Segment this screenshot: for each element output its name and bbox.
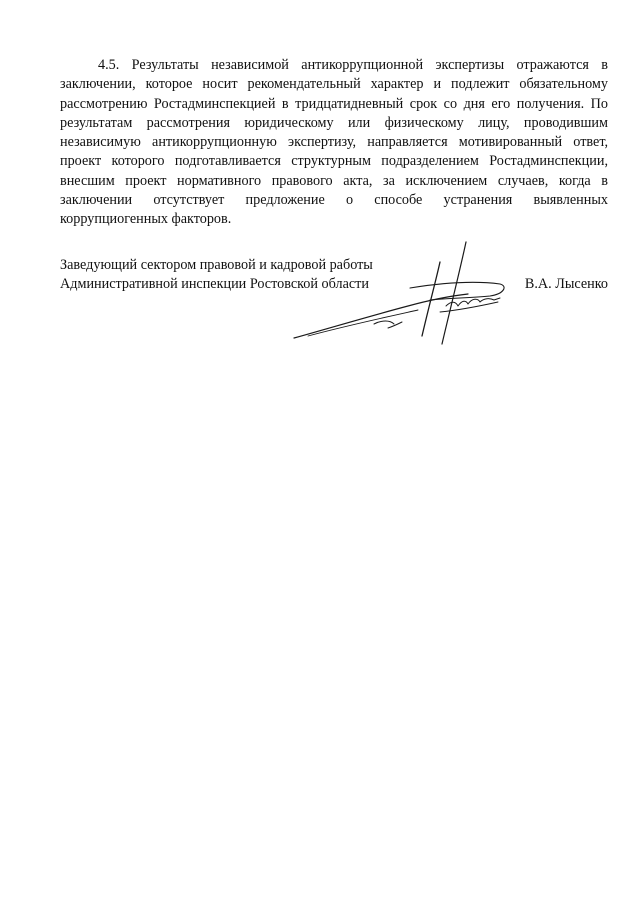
signature-stroke-vertical-2 bbox=[442, 242, 466, 344]
signature-stroke-sweep-2 bbox=[308, 310, 418, 336]
signer-position-line-1: Заведующий сектором правовой и кадровой работы bbox=[60, 257, 373, 273]
signer-name: В.А. Лысенко bbox=[524, 276, 608, 293]
signature-stroke-cursive bbox=[446, 298, 500, 306]
paragraph-4-5: 4.5. Результаты независимой антикоррупционной экспертизы отражаются в заключении, которое носит рекомендательный характер и подлежит обязательному рассмотрению Ростадминспекцией в тридцатидневный срок со дня его получения. По результатам рассмотрения юридическому или физическому лицу, проводившим независимую антикоррупционную экспертизу, направляется мотивированный ответ, проект которого подготавливается структурным подразделением Ростадминспекции, внесшим проект нормативного правового акта, за исключением случаев, когда в заключении отсутствует предложение о способе устранения выявленных коррупциогенных факторов. bbox=[60, 57, 608, 228]
signature-stroke-crossbar bbox=[410, 282, 504, 300]
signer-position-line-2: Административной инспекции Ростовской области bbox=[60, 276, 369, 293]
handwritten-signature bbox=[290, 240, 515, 345]
signature-stroke-sweep bbox=[294, 294, 468, 338]
signature-stroke-mark bbox=[374, 321, 402, 328]
